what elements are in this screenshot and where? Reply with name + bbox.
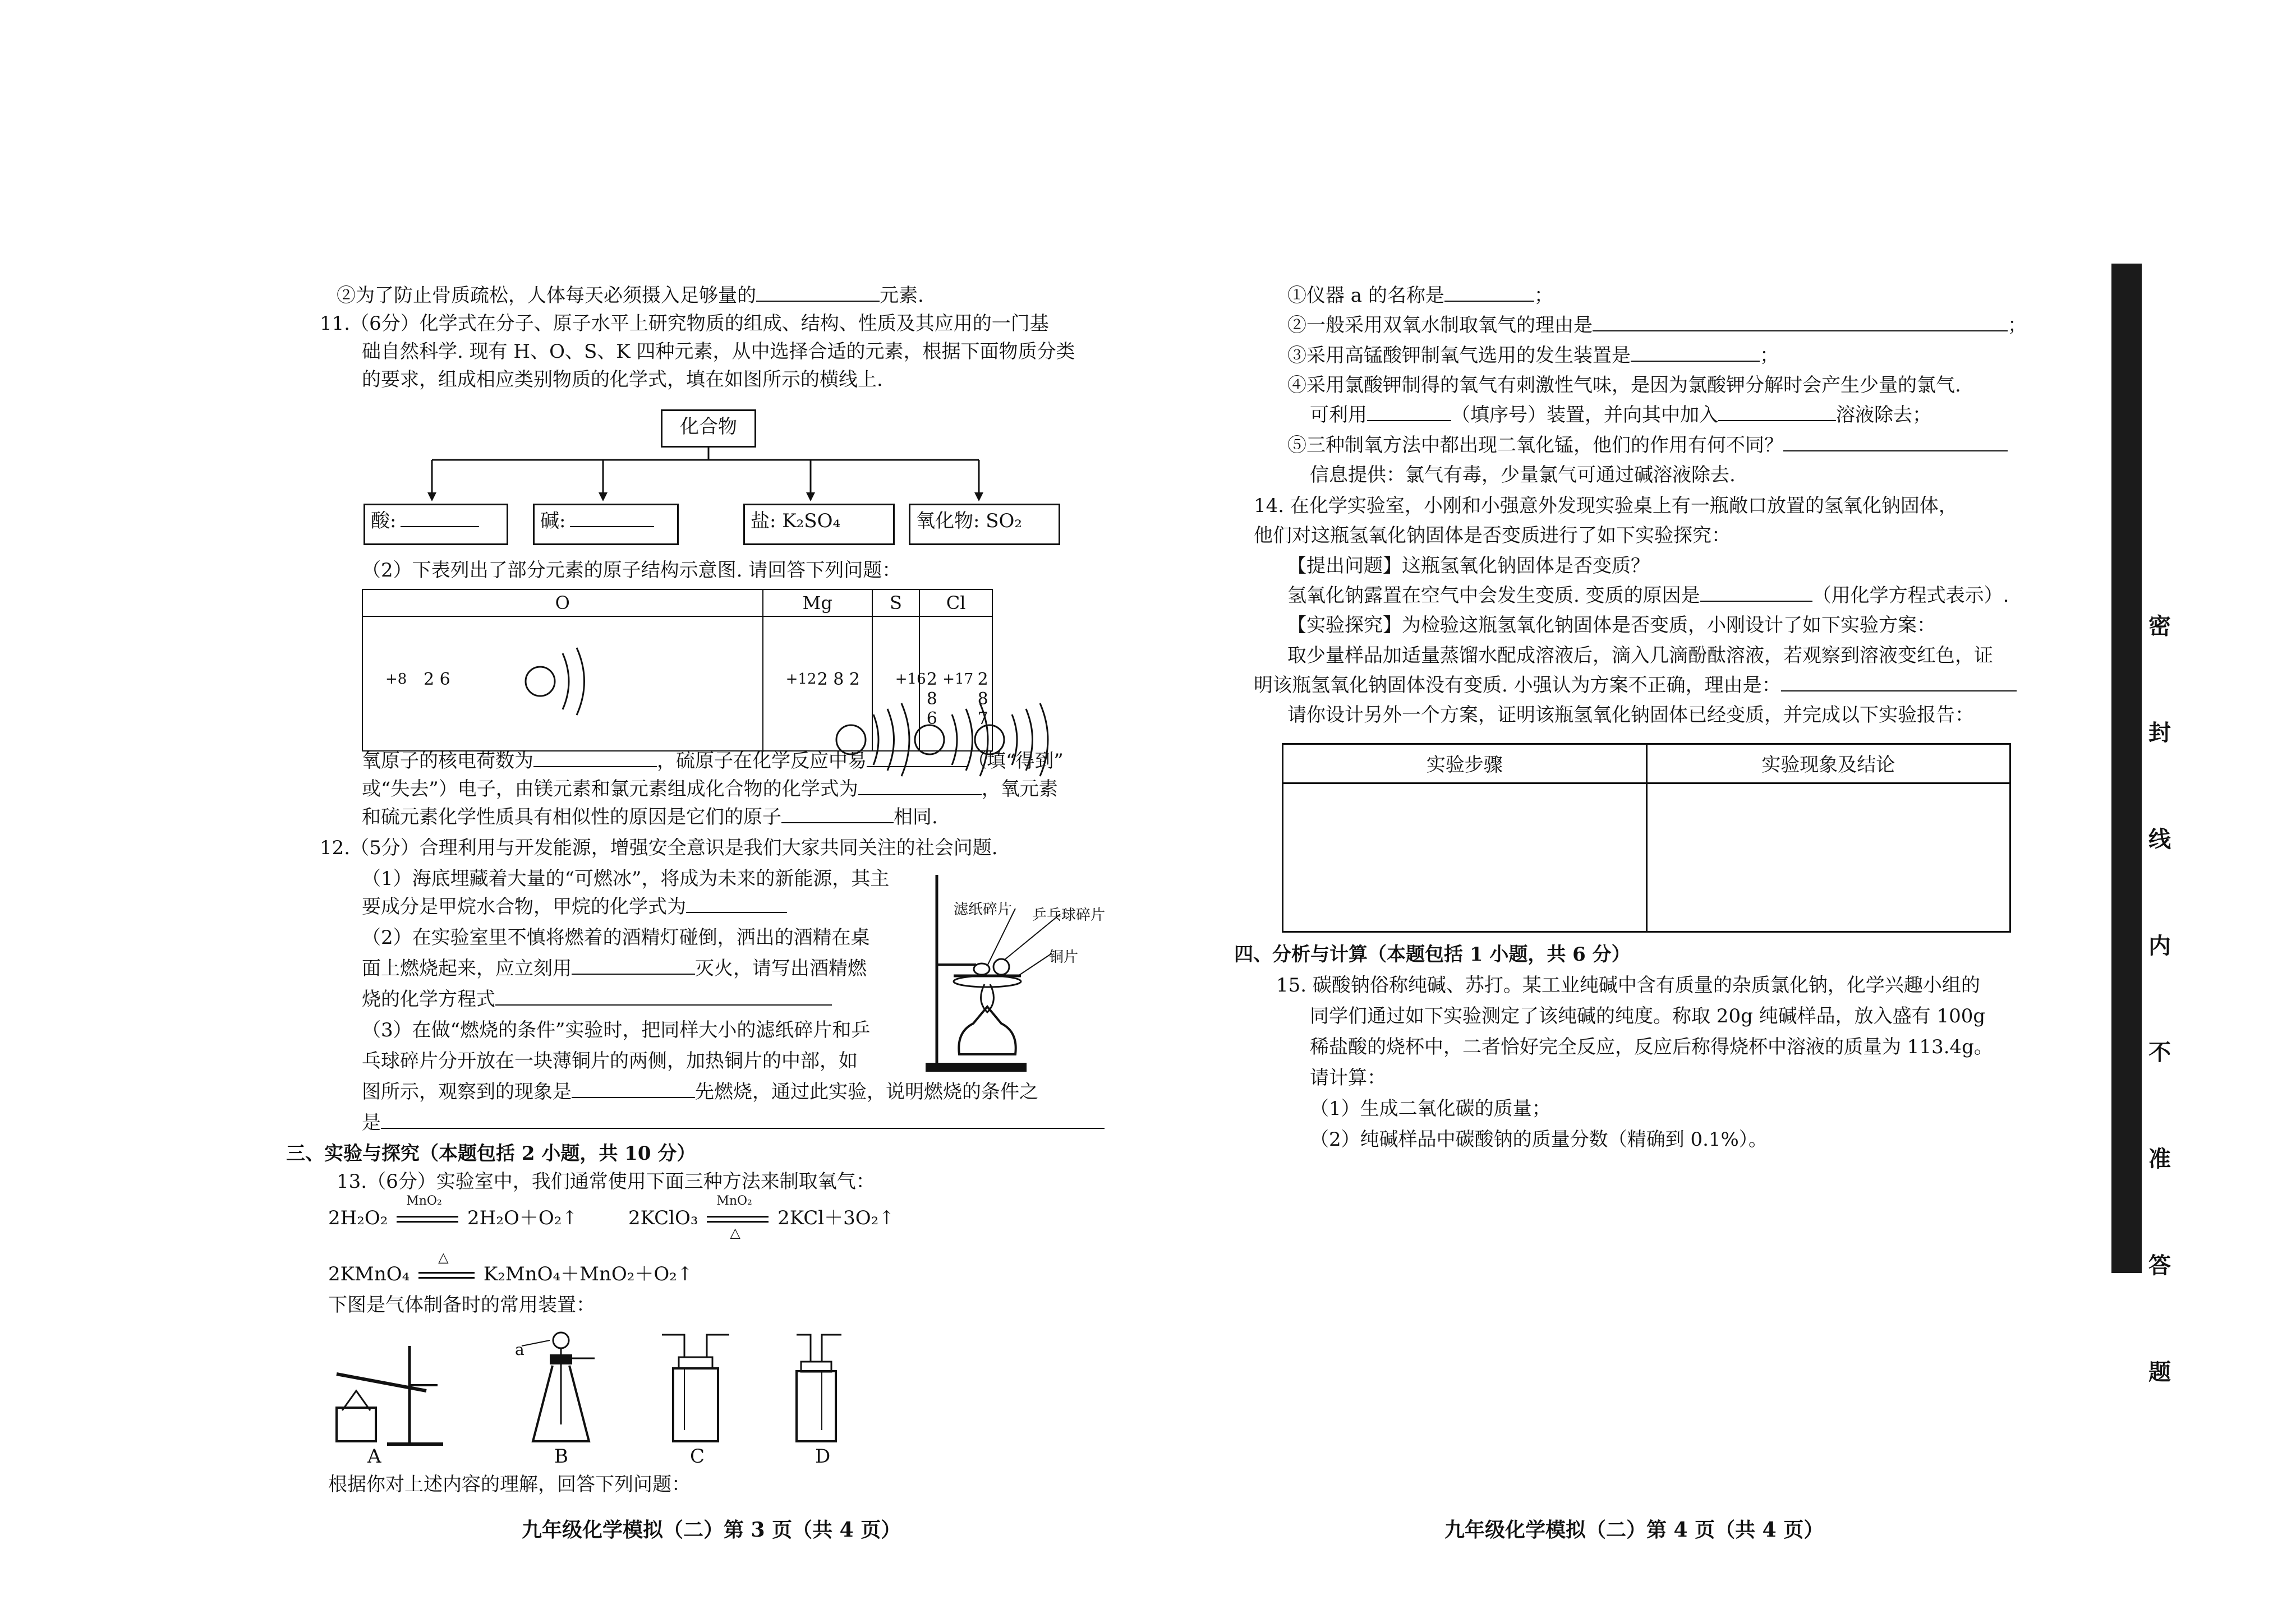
section-4-heading: 四、分析与计算（本题包括 1 小题，共 6 分） [1234,943,1631,966]
q15-line3: 稀盐酸的烧杯中，二者恰好完全反应，反应后称得烧杯中溶液的质量为 113.4g。 [1310,1036,1993,1058]
q12-line4: （2）在实验室里不慎将燃着的酒精灯碰倒，洒出的酒精在桌 [362,926,870,949]
q14-line6: 取少量样品加适量蒸馏水配成溶液后，滴入几滴酚酞溶液，若观察到溶液变红色，证 [1287,644,1993,667]
q11-answer3: 和硫元素化学性质具有相似性的原因是它们的原子 相同. [362,806,938,828]
q14-line5: 【实验探究】为检验这瓶氢氧化钠固体是否变质，小刚设计了如下实验方案： [1287,614,1936,637]
q15-line1: 15. 碳酸钠俗称纯碱、苏打。某工业纯碱中含有质量的杂质氯化钠，化学兴趣小组的 [1276,974,1980,997]
report-header: 实验现象及结论 [1646,744,2010,783]
device-label-a: a [515,1340,524,1359]
atom-diagram [872,616,937,751]
nucleus-label: +17 [942,671,974,688]
nucleus-label: +12 [785,671,817,688]
q13-r3: ③采用高锰酸钾制氧气选用的发生装置是 ； [1287,344,1779,367]
answer-blank[interactable] [1593,313,2008,331]
reaction-arrow: △ [416,1262,477,1287]
atom-header: S [872,589,920,616]
answer-blank[interactable] [781,805,894,823]
answer-blank[interactable] [686,895,787,913]
q12-line8: 乓球碎片分开放在一块薄铜片的两侧，加热铜片的中部，如 [362,1050,858,1072]
answer-blank[interactable] [1781,674,2017,691]
answer-blank[interactable] [1631,344,1760,362]
answer-blank[interactable] [381,1111,1105,1129]
seal-char: 线 [2148,826,2171,852]
q11-part2: （2）下表列出了部分元素的原子结构示意图. 请回答下列问题： [362,559,901,582]
section-3-heading: 三、实验与探究（本题包括 2 小题，共 10 分） [286,1142,696,1165]
q15-line2: 同学们通过如下实验测定了该纯碱的纯度。称取 20g 纯碱样品，放入盛有 100g [1310,1005,1986,1027]
seal-char: 封 [2148,720,2171,746]
q12-line9: 图所示，观察到的现象是 先燃烧，通过此实验，说明燃烧的条件之 [362,1081,1038,1103]
atom-diagram [362,616,763,751]
reaction-arrow: MnO₂ [394,1206,461,1230]
q11-answer2: 或“失去”）电子，由镁元素和氯元素组成化合物的化学式为 ，氧元素 [362,778,1058,800]
label-filter-paper: 滤纸碎片 [954,901,1013,918]
q13-line1: 13.（6分）实验室中，我们通常使用下面三种方法来制取氧气： [337,1170,875,1193]
q12-line7: （3）在做“燃烧的条件”实验时，把同样大小的滤纸碎片和乒 [362,1019,871,1041]
seal-char: 内 [2148,933,2171,959]
reaction-arrow: MnO₂ △ [704,1206,771,1230]
acid-blank[interactable] [401,509,479,527]
q13-line2: 下图是气体制备时的常用装置： [328,1294,595,1316]
answer-blank[interactable] [1700,584,1812,602]
answer-blank[interactable] [572,1080,695,1098]
right-page-footer: 九年级化学模拟（二）第 4 页（共 4 页） [1444,1518,1824,1542]
answer-blank[interactable] [867,749,968,767]
q14-line3: 【提出问题】这瓶氢氧化钠固体是否变质？ [1287,555,1650,577]
shell-label: 2 8 2 [817,670,860,689]
combustion-apparatus-figure [920,864,1122,1077]
label-pingpong: 乒乓球碎片 [1032,907,1106,924]
q11-line3: 的要求，组成相应类别物质的化学式，填在如图所示的横线上. [362,368,883,391]
atom-diagram [763,616,872,751]
answer-blank[interactable] [533,749,657,767]
answer-blank[interactable] [1783,434,2008,451]
answer-blank[interactable] [1444,284,1534,302]
tree-acid: 酸: [364,504,508,545]
q13-r2: ②一般采用双氧水制取氧气的理由是 ； [1287,314,2027,336]
gas-apparatus-figure [325,1324,886,1453]
q13-r5: 可利用 （填序号）装置，并向其中加入 溶液除去； [1310,404,1931,426]
seal-char: 密 [2148,613,2171,639]
atom-structure-table [362,589,993,751]
equation-1: 2H₂O₂ MnO₂ 2H₂O＋O₂↑ [328,1194,578,1229]
q14-line4: 氢氧化钠露置在空气中会发生变质. 变质的原因是 （用化学方程式表示）. [1287,584,2009,607]
q14-line2: 他们对这瓶氢氧化钠固体是否变质进行了如下实验探究： [1254,524,1731,547]
report-cell-result[interactable] [1646,783,2010,932]
q14-line1: 14. 在化学实验室，小刚和小强意外发现实验桌上有一瓶敞口放置的氢氧化钠固体， [1254,495,1958,517]
left-page-footer: 九年级化学模拟（二）第 3 页（共 4 页） [522,1518,901,1542]
atom-header: Mg [763,589,872,616]
q15-line6: （2）纯碱样品中碳酸钠的质量分数（精确到 0.1%）。 [1310,1128,1768,1151]
equation-3: 2KMnO₄ △ K₂MnO₄＋MnO₂＋O₂↑ [328,1249,693,1285]
tree-base: 碱: [533,504,679,545]
label-copper: 铜片 [1049,949,1079,966]
shell-label: 2 8 7 [977,670,988,728]
report-cell-steps[interactable] [1283,783,1647,932]
q10-2: ②为了防止骨质疏松，人体每天必须摄入足够量的 元素. [337,284,924,307]
device-label: A [367,1445,381,1468]
q14-line8: 请你设计另外一个方案，证明该瓶氢氧化钠固体已经变质，并完成以下实验报告： [1287,704,1974,726]
q12-line1: 12.（5分）合理利用与开发能源，增强安全意识是我们大家共同关注的社会问题. [320,837,998,859]
atom-header: O [362,589,763,616]
q12-line10: 是 [362,1110,1105,1135]
device-label: B [554,1445,568,1468]
shell-label: 2 6 [424,670,450,689]
seal-char: 题 [2148,1359,2171,1385]
q13-r7: 信息提供：氯气有毒，少量氯气可通过碱溶液除去. [1310,464,1736,486]
answer-blank[interactable] [572,957,695,975]
seal-char: 答 [2148,1252,2171,1279]
report-header: 实验步骤 [1283,744,1647,783]
answer-blank[interactable] [858,777,982,795]
answer-blank[interactable] [1718,403,1836,421]
nucleus-label: +16 [895,671,926,688]
q15-line4: 请计算： [1310,1067,1386,1089]
tree-oxide: 氧化物: SO₂ [909,504,1060,545]
nucleus-label: +8 [385,671,407,688]
base-blank[interactable] [570,509,654,527]
answer-blank[interactable] [495,988,832,1006]
equation-2: 2KClO₃ MnO₂ △ 2KCl＋3O₂↑ [628,1194,895,1241]
q11-line1: 11.（6分）化学式在分子、原子水平上研究物质的组成、结构、性质及其应用的一门基 [320,312,1049,335]
q12-line6: 烧的化学方程式 [362,987,832,1012]
binding-margin [2111,264,2142,1273]
q13-r4: ④采用氯酸钾制得的氧气有刺激性气味，是因为氯酸钾分解时会产生少量的氯气. [1287,374,1961,396]
atom-header: Cl [919,589,992,616]
device-label: C [690,1445,705,1468]
q14-line7: 明该瓶氢氧化钠固体没有变质. 小强认为方案不正确，理由是： [1254,673,2017,698]
q15-line5: （1）生成二氧化碳的质量； [1310,1098,1551,1120]
experiment-report-table [1282,743,2011,933]
atom-diagram [919,616,992,751]
tree-salt: 盐: K₂SO₄ [743,504,895,545]
q13-line3: 根据你对上述内容的理解，回答下列问题： [328,1473,691,1496]
q12-line3: 要成分是甲烷水合物，甲烷的化学式为 [362,895,787,919]
q11-answer1: 氧原子的核电荷数为 ，硫原子在化学反应中易 （填“得到” [362,750,1064,772]
seal-char: 准 [2148,1146,2171,1172]
shell-label: 2 8 6 [926,670,937,728]
q12-line5: 面上燃烧起来，应立刻用 灭火，请写出酒精燃 [362,957,867,980]
q12-line2: （1）海底埋藏着大量的“可燃冰”，将成为未来的新能源，其主 [362,868,890,890]
q13-r6: ⑤三种制氧方法中都出现二氧化锰，他们的作用有何不同？ [1287,433,2008,458]
device-label: D [815,1445,831,1468]
tree-root: 化合物 [661,409,756,448]
q13-r1: ①仪器 a 的名称是 ； [1287,284,1553,307]
answer-blank[interactable] [1367,403,1451,421]
seal-char: 不 [2148,1039,2171,1066]
q11-line2: 础自然科学. 现有 H、O、S、K 四种元素，从中选择合适的元素，根据下面物质分类 [362,340,1075,363]
